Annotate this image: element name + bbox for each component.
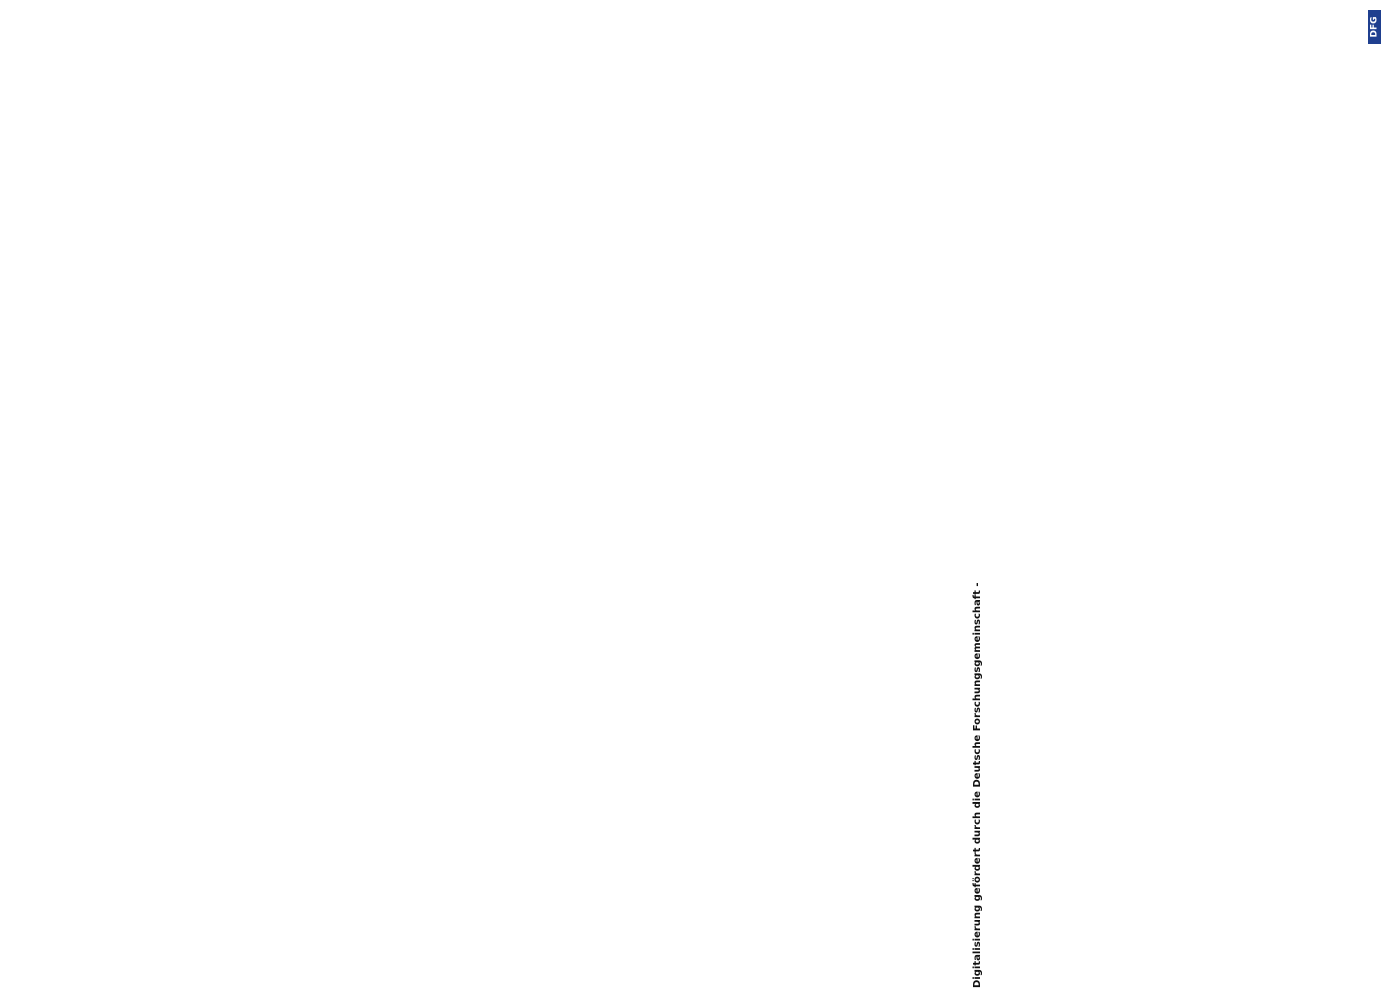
digitization-stamp	[972, 10, 1380, 990]
digitization-stamp-text: Digitalisierung gefördert durch die Deutsche Forschungsgemeinschaft -	[972, 582, 984, 988]
dfg-logo: DFG	[1368, 10, 1381, 44]
